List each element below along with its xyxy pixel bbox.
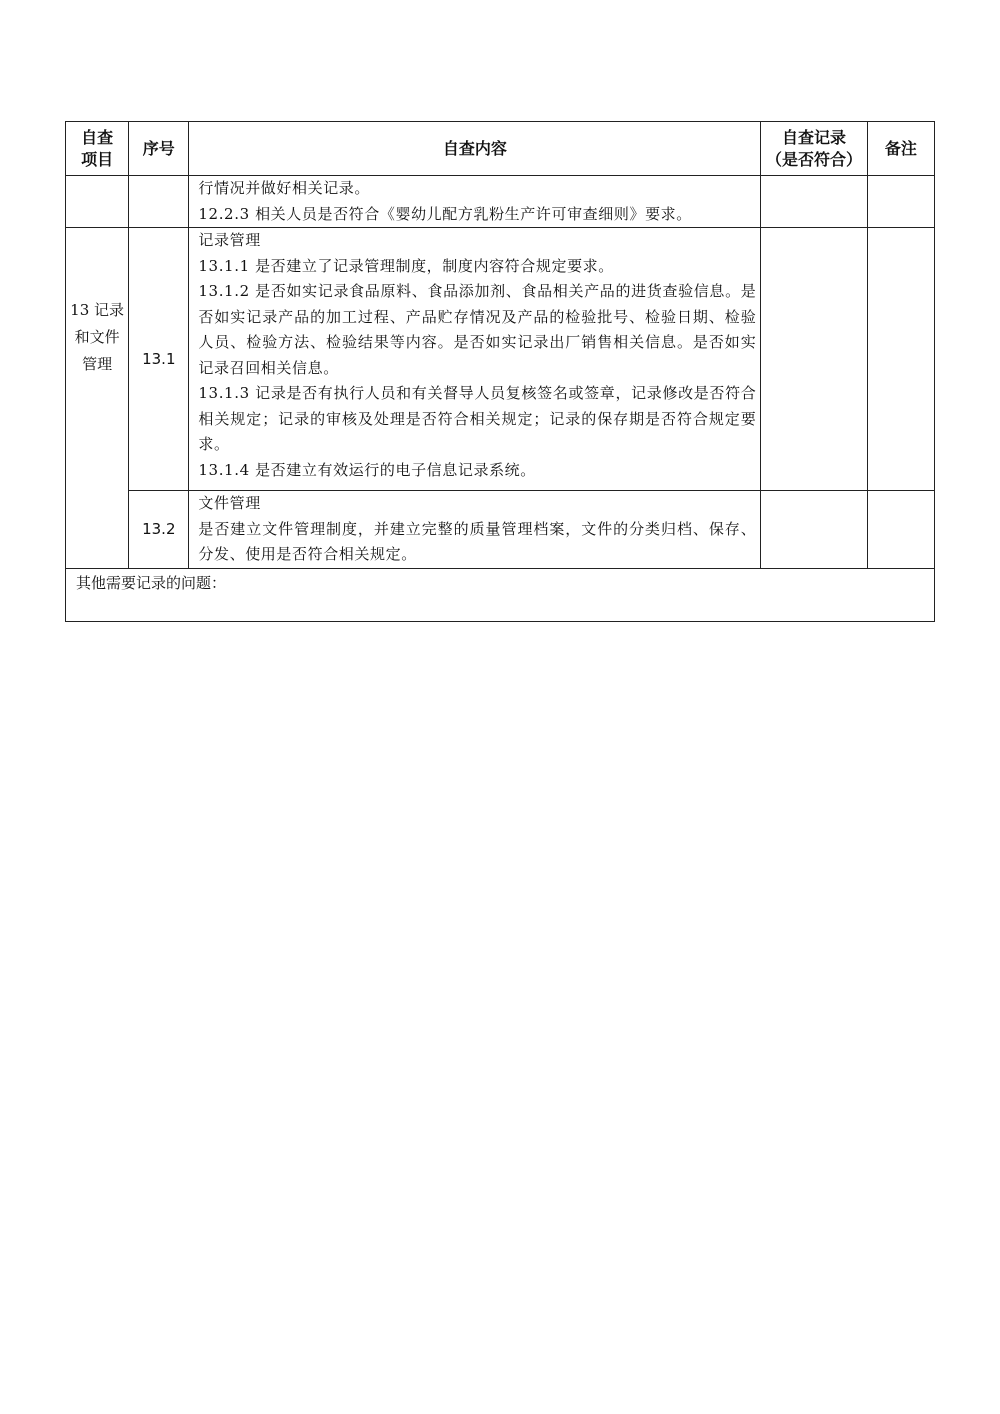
header-item [66,122,129,176]
item-cell [66,176,129,228]
header-item-line: 项目 [81,149,114,169]
content-cell [189,228,761,491]
record-cell[interactable] [761,228,867,491]
content-cell [189,176,761,228]
seq-cell: 13.2 [129,491,189,569]
content-line: 13.1.2 是否如实记录食品原料、食品添加剂、食品相关产品的进货查验信息。是否如实记录产品的加工过程、产品贮存情况及产品的检验批号、检验日期、检验人员、检验方法、检验结果等内容。是否如实记录出厂销售相关信息。是否如实记录召回相关信息。 [198,282,757,377]
content-line: 行情况并做好相关记录。 [198,179,371,197]
self-inspection-table [65,121,935,622]
content-line: 12.2.3 相关人员是否符合《婴幼儿配方乳粉生产许可审查细则》要求。 [198,204,692,223]
table-row [66,176,935,228]
content-line: 13.1.4 是否建立有效运行的电子信息记录系统。 [198,460,536,479]
content-line: 13.1.1 是否建立了记录管理制度，制度内容符合规定要求。 [198,256,614,275]
record-cell[interactable] [761,491,867,569]
note-cell[interactable] [867,491,934,569]
note-cell[interactable] [867,228,934,491]
header-content: 自查内容 [189,122,761,176]
other-issues-cell[interactable] [66,568,935,621]
content-line: 文件管理 [198,494,261,512]
content-cell [189,491,761,569]
other-issues-row [66,568,935,621]
table-row [66,228,935,491]
header-record-line: 自查记录 [782,127,847,147]
content-line: 记录管理 [198,231,261,249]
content-line: 是否建立文件管理制度，并建立完整的质量管理档案，文件的分类归档、保存、分发、使用是否符合相关规定。 [198,519,757,563]
header-record [761,122,867,176]
header-note: 备注 [867,122,934,176]
table-row [66,491,935,569]
seq-cell: 13.1 [129,228,189,491]
item-cell: 13 记录和文件管理 [66,228,129,569]
content-line: 13.1.3 记录是否有执行人员和有关督导人员复核签名或签章，记录修改是否符合相关规定；记录的审核及处理是否符合相关规定；记录的保存期是否符合规定要求。 [198,384,757,453]
note-cell[interactable] [867,176,934,228]
record-cell[interactable] [761,176,867,228]
header-record-line: （是否符合） [766,149,863,169]
header-row [66,122,935,176]
header-seq: 序号 [129,122,189,176]
header-item-line: 自查 [81,127,114,147]
other-issues-label: 其他需要记录的问题： [76,573,227,592]
seq-cell [129,176,189,228]
